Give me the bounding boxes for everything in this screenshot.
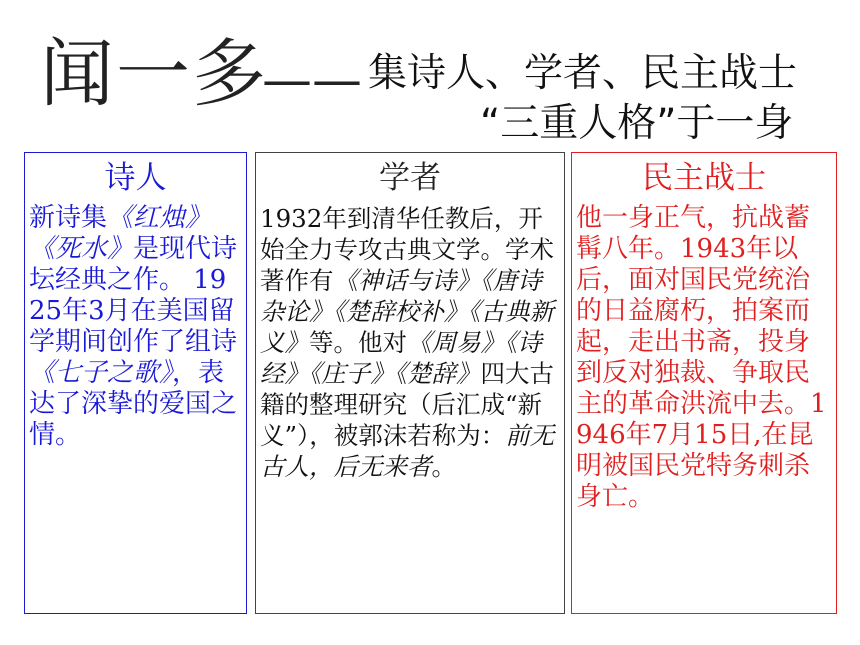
italic-text-segment: 《神话与诗》《唐诗杂论》《楚辞校补》《古典新义》 bbox=[260, 266, 554, 357]
fighter-heading: 民主战士 bbox=[642, 160, 766, 196]
italic-text-segment: 《死水》 bbox=[29, 234, 134, 264]
scholar-body bbox=[260, 203, 560, 482]
italic-text-segment: 前无古人，后无来者 bbox=[260, 421, 555, 481]
fighter-column bbox=[571, 152, 837, 614]
text-segment: 四大古籍的整理研究（后汇成“新义”），被郭沫若称为： bbox=[260, 359, 554, 450]
italic-text-segment: 《七子之歌》 bbox=[29, 358, 173, 388]
scholar-heading: 学者 bbox=[379, 160, 441, 196]
title-name: 闻一多 bbox=[40, 31, 268, 117]
italic-text-segment: 《红烛》 bbox=[107, 203, 212, 233]
text-segment: 等。他对 bbox=[309, 328, 407, 357]
title-line2: “三重人格”于一身 bbox=[480, 101, 794, 146]
fighter-body bbox=[576, 203, 832, 513]
text-segment: 他一身正气，抗战蓄髯八年。1943年以后，面对国民党统治的日益腐朽，拍案而起，走出书斋，投身到反对独裁、争取民主的革命洪流中去。1946年7月15日,在昆明被国民党特务刺杀身亡。 bbox=[576, 203, 827, 512]
text-segment: 1932年到清华任教后，开始全力专攻古典文学。学术著作有 bbox=[260, 204, 554, 295]
text-segment: 是现代诗坛经典之作。 1925年3月在美国留学期间创作了组诗 bbox=[29, 234, 238, 357]
italic-text-segment: 《周易》《诗经》《庄子》《楚辞》 bbox=[260, 328, 542, 388]
poet-heading: 诗人 bbox=[104, 160, 167, 196]
text-segment: 新诗集 bbox=[29, 203, 108, 233]
poet-body bbox=[29, 203, 242, 451]
poet-column bbox=[24, 152, 247, 614]
title-dash: —— bbox=[262, 51, 362, 109]
text-segment: ，表达了深挚的爱国之情。 bbox=[29, 358, 238, 450]
text-segment: 。 bbox=[431, 452, 456, 481]
scholar-column bbox=[255, 152, 565, 614]
title-line1: 集诗人、学者、民主战士 bbox=[368, 51, 798, 96]
